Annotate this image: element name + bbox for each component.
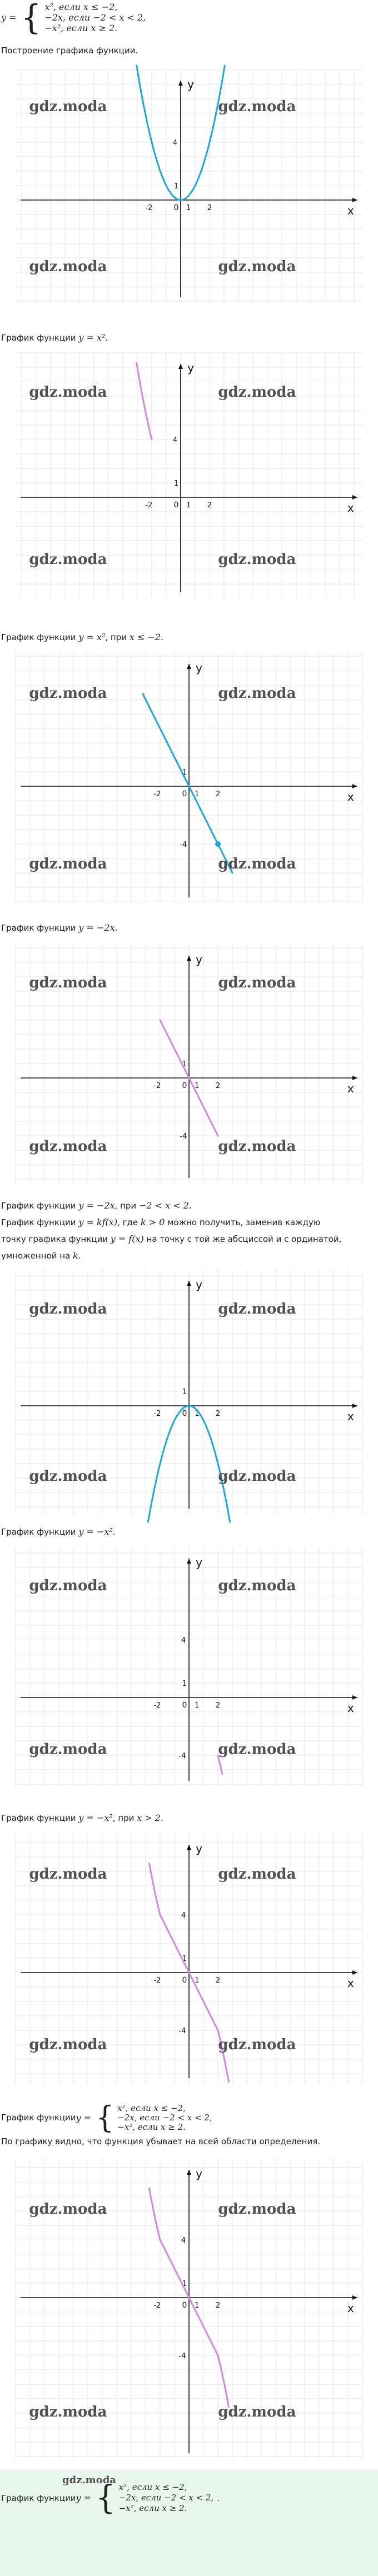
tick-x-minus-2: -2 <box>153 1082 161 1090</box>
tick-y-4: 4 <box>181 1911 186 1920</box>
watermark-3: gdz.moda <box>29 2403 107 2420</box>
tick-y-1: 1 <box>182 1060 187 1069</box>
caption-4-math: y = −2x <box>78 1200 115 1211</box>
parabola-left-branch <box>137 363 152 440</box>
x-axis-arrow <box>352 1970 357 1975</box>
graph-2-svg <box>0 345 378 606</box>
tick-x-1: 1 <box>195 2302 200 2310</box>
graph-4-svg <box>0 936 378 1192</box>
x-axis-arrow <box>352 1404 357 1408</box>
caption-5-math: y = −x². <box>78 1526 116 1537</box>
tick-y-1: 1 <box>182 2280 187 2289</box>
caption-7 <box>1 2100 212 2135</box>
system-case-2: −2x, если −2 < x < 2, <box>44 12 146 23</box>
kf-2b: на точку с той же абсциссой и с ординатой, <box>143 1234 342 1244</box>
tick-x-2: 2 <box>215 1976 221 1985</box>
y-axis-arrow <box>187 2170 191 2175</box>
system-cases <box>44 2 146 33</box>
watermark-2: gdz.moda <box>218 1866 296 1883</box>
origin-label: 0 <box>182 790 187 798</box>
watermark-4: gdz.moda <box>218 551 296 568</box>
kf-2a: точку графика функции <box>1 1234 111 1244</box>
piece-x2 <box>150 2188 161 2240</box>
caption-7-brace: { <box>96 2100 115 2135</box>
watermark-3: gdz.moda <box>29 2036 107 2054</box>
system-case-1: x², если x ≤ −2, <box>44 1 118 12</box>
final-cases <box>119 2482 213 2514</box>
y-axis-arrow <box>187 1559 191 1564</box>
watermark-1: gdz.moda <box>29 1301 107 1317</box>
origin-label: 0 <box>182 1081 187 1090</box>
origin-label: 0 <box>182 1976 187 1985</box>
graph-6-svg <box>0 1539 378 1795</box>
caption-2-math: y = x² <box>78 632 106 642</box>
watermark-4: gdz.moda <box>218 1138 296 1155</box>
y-axis-label: y <box>196 2167 202 2180</box>
watermark-1: gdz.moda <box>29 975 107 991</box>
tick-x-1: 1 <box>195 790 200 798</box>
origin-label: 0 <box>182 2301 187 2310</box>
tick-y-minus-4: -4 <box>180 1132 187 1141</box>
tick-x-minus-2: -2 <box>153 2302 161 2310</box>
caption-6-cond: x > 2. <box>137 1813 164 1823</box>
caption-2-tail: , при <box>105 632 130 642</box>
tick-x-2: 2 <box>215 1082 221 1090</box>
x-axis-label: x <box>347 2302 354 2315</box>
watermark-1: gdz.moda <box>29 1577 107 1594</box>
caption-2-text: График функции <box>1 632 79 642</box>
kf-1m: y = kf(x) <box>78 1217 118 1227</box>
y-axis-arrow <box>187 1845 191 1850</box>
caption-5 <box>1 1526 116 1537</box>
y-axis-label: y <box>196 1278 202 1291</box>
x-axis-arrow <box>352 784 357 788</box>
caption-6-math: y = −x² <box>78 1813 113 1823</box>
piece-x2 <box>150 1863 161 1915</box>
decreasing-note: По графику видно, что функция убывает на всей области определения. <box>1 2136 320 2146</box>
x-axis-label: x <box>347 1976 354 1990</box>
tick-x-2: 2 <box>207 501 212 510</box>
y-axis-label: y <box>196 953 202 966</box>
kf-2m: y = f(x) <box>110 1234 144 1244</box>
watermark-2: gdz.moda <box>218 1577 296 1594</box>
x-axis-label: x <box>347 501 354 515</box>
caption-2-cond: x ≤ −2. <box>129 632 164 642</box>
final-brace: { <box>96 2478 116 2517</box>
tick-x-minus-2: -2 <box>145 204 153 212</box>
final-case-2: −2x, если −2 < x < 2, <box>118 2493 214 2503</box>
y-axis-label: y <box>187 78 194 91</box>
watermark-2: gdz.moda <box>218 2201 296 2218</box>
kf-line-3 <box>1 1250 81 1261</box>
tick-x-minus-2: -2 <box>145 501 153 510</box>
watermark-3: gdz.moda <box>29 856 107 873</box>
tick-y-minus-4: -4 <box>178 1752 186 1760</box>
caption-2 <box>1 632 163 642</box>
graph-5 <box>0 1261 378 1522</box>
tick-y-minus-4: -4 <box>180 841 187 849</box>
caption-1 <box>1 332 108 343</box>
kf-1c: можно получить, заменив каждую <box>165 1217 321 1227</box>
tick-y-1: 1 <box>173 182 179 191</box>
tick-x-minus-2: -2 <box>153 1410 161 1418</box>
piece-minus-x2 <box>218 2355 229 2407</box>
tick-y-4: 4 <box>181 2236 186 2245</box>
origin-label: 0 <box>182 1409 187 1418</box>
kf-line-1 <box>1 1217 321 1227</box>
tick-y-1: 1 <box>182 1388 187 1397</box>
x-axis-label: x <box>347 1082 354 1095</box>
final-case-3: −x², если x ≥ 2. <box>118 2503 187 2513</box>
watermark-3: gdz.moda <box>29 258 107 275</box>
y-axis-arrow <box>187 664 191 669</box>
caption-6-text: График функции <box>1 1813 79 1823</box>
x-axis-label: x <box>347 1410 354 1423</box>
graph-7 <box>0 1825 378 2092</box>
watermark-3: gdz.moda <box>29 1138 107 1155</box>
caption-5-text: График функции <box>1 1527 79 1537</box>
x-axis-arrow <box>352 1076 357 1080</box>
x-axis-label: x <box>347 1701 354 1715</box>
watermark-3: gdz.moda <box>29 551 107 568</box>
caption-7-case-2: −2x, если −2 < x < 2, <box>117 2112 212 2123</box>
caption-7-cases <box>117 2104 212 2132</box>
tick-x-1: 1 <box>195 1976 200 1985</box>
kf-line-2 <box>1 1234 341 1244</box>
graph-3 <box>0 645 378 911</box>
y-axis-arrow <box>187 956 191 961</box>
tick-y-4: 4 <box>181 1636 186 1645</box>
caption-6 <box>1 1813 163 1823</box>
y-axis-label: y <box>187 361 194 375</box>
caption-3 <box>1 922 118 933</box>
building-heading: Построение графика функции. <box>1 46 138 56</box>
graph-4 <box>0 936 378 1192</box>
tick-x-minus-2: -2 <box>153 1976 161 1985</box>
graph-1 <box>0 61 378 311</box>
kf-1m2: k > 0 <box>140 1217 165 1227</box>
tick-y-4: 4 <box>172 436 178 445</box>
final-answer-box <box>0 2470 378 2576</box>
y-axis-label: y <box>196 1842 202 1855</box>
final-case-1: x², если x ≤ −2, <box>118 2482 187 2492</box>
tick-x-1: 1 <box>195 1410 200 1418</box>
y-axis-arrow <box>187 1281 191 1286</box>
watermark-4: gdz.moda <box>218 2036 296 2054</box>
tick-x-1: 1 <box>186 204 191 212</box>
origin-label: 0 <box>173 501 179 510</box>
tick-x-2: 2 <box>215 790 221 798</box>
tick-y-minus-4: -4 <box>178 2027 186 2035</box>
tick-x-minus-2: -2 <box>153 790 161 798</box>
graph-3-svg <box>0 645 378 911</box>
caption-7-text: График функции <box>1 2113 76 2123</box>
tick-y-1: 1 <box>182 1955 187 1964</box>
kf-3a: умноженной на <box>1 1251 73 1261</box>
final-text: График функции <box>1 2493 76 2503</box>
caption-3-text: График функции <box>1 923 79 933</box>
watermark-2: gdz.moda <box>218 98 296 115</box>
caption-7-case-3: −x², если x ≥ 2. <box>117 2121 186 2132</box>
caption-1-math: y = x². <box>78 332 108 343</box>
watermark-4: gdz.moda <box>218 856 296 873</box>
kf-1b: , где <box>117 1217 141 1227</box>
tick-y-1: 1 <box>173 480 179 488</box>
watermark-1: gdz.moda <box>29 685 107 702</box>
watermark-1: gdz.moda <box>29 384 107 401</box>
watermark-2: gdz.moda <box>218 975 296 991</box>
footer-watermark: gdz.moda <box>62 2474 116 2486</box>
caption-6-tail: , при <box>112 1813 137 1823</box>
graph-5-svg <box>0 1261 378 1522</box>
tick-y-minus-4: -4 <box>178 2352 186 2360</box>
origin-label: 0 <box>182 1701 187 1710</box>
tick-x-2: 2 <box>207 204 212 212</box>
graph-8 <box>0 2150 378 2467</box>
watermark-4: gdz.moda <box>218 1741 296 1758</box>
graph-8-svg <box>0 2150 378 2467</box>
origin-label: 0 <box>173 203 179 212</box>
tick-y-4: 4 <box>172 139 178 147</box>
system-prefix: y = <box>1 12 17 23</box>
x-axis-label: x <box>347 204 354 217</box>
graph-2 <box>0 345 378 606</box>
graph-7-svg <box>0 1825 378 2092</box>
watermark-4: gdz.moda <box>218 2403 296 2420</box>
watermark-2: gdz.moda <box>218 685 296 702</box>
caption-7-math: y = <box>76 2112 92 2123</box>
parabola-right-branch <box>218 1755 222 1774</box>
x-axis-arrow <box>352 1695 357 1700</box>
function-system <box>1 0 146 37</box>
tick-y-1: 1 <box>182 768 187 777</box>
x-axis-label: x <box>347 790 354 803</box>
tick-x-2: 2 <box>215 2302 221 2310</box>
caption-4-cond: −2 < x < 2. <box>138 1200 192 1211</box>
x-axis-arrow <box>352 495 357 500</box>
y-axis-label: y <box>196 661 202 675</box>
kf-3m: k. <box>73 1250 81 1261</box>
tick-x-1: 1 <box>195 1082 200 1090</box>
watermark-1: gdz.moda <box>29 1866 107 1883</box>
caption-3-math: y = −2x. <box>78 922 118 933</box>
final-tail: . <box>217 2493 220 2503</box>
final-math: y = <box>76 2493 92 2503</box>
watermark-4: gdz.moda <box>218 258 296 275</box>
tick-x-2: 2 <box>215 1410 221 1418</box>
system-case-3: −x², если x ≥ 2. <box>44 22 118 33</box>
watermark-2: gdz.moda <box>218 384 296 401</box>
y-axis-arrow <box>178 364 183 369</box>
watermark-1: gdz.moda <box>29 98 107 115</box>
x-axis-arrow <box>352 2295 357 2300</box>
line-point <box>215 841 221 847</box>
watermark-4: gdz.moda <box>218 1467 296 1485</box>
caption-7-case-1: x², если x ≤ −2, <box>117 2103 186 2113</box>
system-brace: { <box>21 0 42 37</box>
tick-x-1: 1 <box>195 1701 200 1710</box>
caption-4-tail: , при <box>115 1201 139 1211</box>
tick-x-2: 2 <box>215 1701 221 1710</box>
watermark-3: gdz.moda <box>29 1467 107 1485</box>
watermark-1: gdz.moda <box>29 2201 107 2218</box>
watermark-2: gdz.moda <box>218 1301 296 1317</box>
caption-1-text: График функции <box>1 333 79 343</box>
tick-y-1: 1 <box>182 1680 187 1689</box>
y-axis-arrow <box>178 81 183 86</box>
caption-4-text: График функции <box>1 1201 79 1211</box>
y-axis-label: y <box>196 1556 202 1569</box>
x-axis-arrow <box>352 198 357 202</box>
tick-x-minus-2: -2 <box>153 1701 161 1710</box>
graph-6 <box>0 1539 378 1795</box>
watermark-3: gdz.moda <box>29 1741 107 1758</box>
tick-x-1: 1 <box>186 501 191 510</box>
caption-4 <box>1 1200 192 1211</box>
graph-1-svg <box>0 61 378 311</box>
kf-1a: График функции <box>1 1217 79 1227</box>
